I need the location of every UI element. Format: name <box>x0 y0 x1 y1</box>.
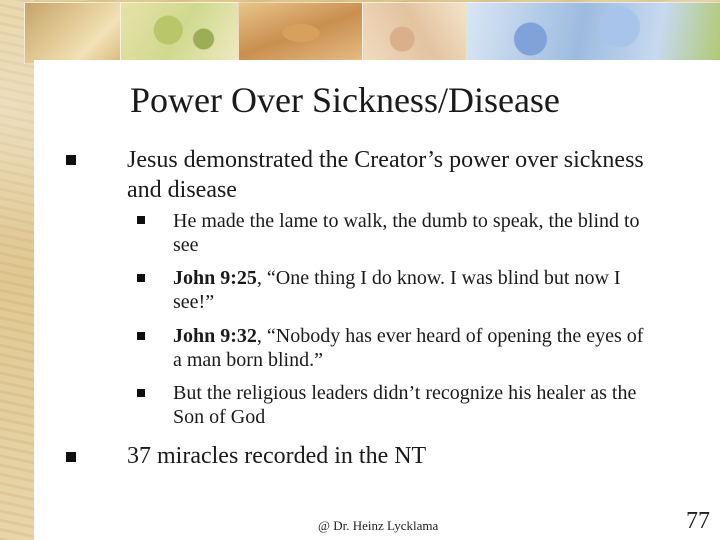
decorative-image-tile <box>120 2 240 64</box>
square-bullet-icon <box>137 274 145 282</box>
slide-title: Power Over Sickness/Disease <box>130 80 560 120</box>
square-bullet-icon <box>66 452 76 462</box>
square-bullet-icon <box>137 216 145 224</box>
subbullet-text-3: John 9:32, “Nobody has ever heard of opening the eyes of a man born blind.” <box>173 325 644 371</box>
slide-number: 77 <box>686 508 710 534</box>
decorative-image-tile <box>466 2 720 64</box>
subbullet-text-1: He made the lame to walk, the dumb to speak, the blind to see <box>173 210 640 256</box>
slide-footer: @ Dr. Heinz Lycklama <box>318 518 439 533</box>
bullet-text-2: 37 miracles recorded in the NT <box>127 443 427 469</box>
decorative-left-border <box>0 0 34 540</box>
subbullet-text-2: John 9:25, “One thing I do know. I was blind but now I see!” <box>173 267 621 313</box>
decorative-image-tile <box>238 2 364 64</box>
bullet-text-1: Jesus demonstrated the Creator’s power over sickness and disease <box>127 147 644 203</box>
square-bullet-icon <box>137 332 145 340</box>
decorative-image-tile <box>24 2 122 64</box>
square-bullet-icon <box>137 389 145 397</box>
square-bullet-icon <box>66 155 76 165</box>
decorative-image-tile <box>362 2 476 64</box>
subbullet-text-4: But the religious leaders didn’t recognize his healer as the Son of God <box>173 382 637 428</box>
